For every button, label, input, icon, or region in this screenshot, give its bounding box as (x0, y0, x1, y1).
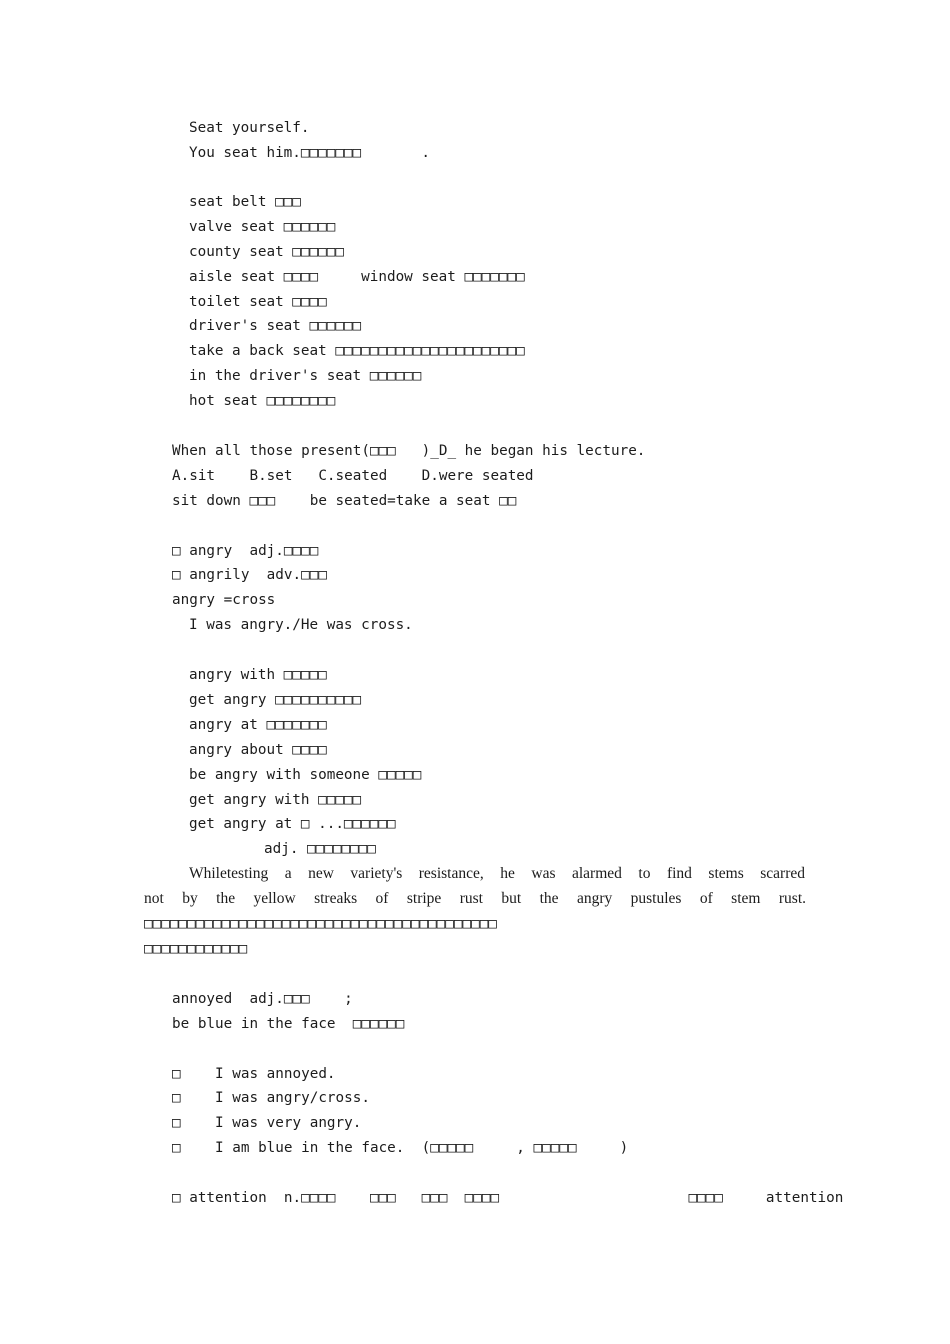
text-line: in the driver's seat □□□□□□ (189, 368, 422, 384)
text-line: □ I was annoyed. (172, 1066, 336, 1082)
text-line: adj. □□□□□□□□ (264, 841, 376, 857)
text-line: valve seat □□□□□□ (189, 219, 336, 235)
text-line: get angry with □□□□□ (189, 792, 362, 808)
text-line: □ angrily adv.□□□ (172, 567, 327, 583)
paragraph-line: not by the yellow streaks of stripe rust but the angry pustules of stem rust. (144, 890, 806, 907)
text-line: Seat yourself. (189, 120, 310, 136)
text-line: sit down □□□ be seated=take a seat □□ (172, 493, 517, 509)
text-line: □ attention n.□□□□ □□□ □□□ □□□□ □□□□ attention (172, 1190, 844, 1206)
text-line: □ angry adj.□□□□ (172, 543, 319, 559)
paragraph-line: Whiletesting a new variety's resistance, he was alarmed to find stems scarred (189, 865, 805, 882)
text-line: driver's seat □□□□□□ (189, 318, 362, 334)
text-line: county seat □□□□□□ (189, 244, 344, 260)
text-line: □ I am blue in the face. (□□□□□ , □□□□□ ) (172, 1140, 629, 1156)
text-line: toilet seat □□□□ (189, 294, 327, 310)
text-line: hot seat □□□□□□□□ (189, 393, 336, 409)
text-line: I was angry./He was cross. (189, 617, 413, 633)
text-line: □ I was very angry. (172, 1115, 362, 1131)
text-line: seat belt □□□ (189, 194, 301, 210)
text-line: angry at □□□□□□□ (189, 717, 327, 733)
text-line: aisle seat □□□□ window seat □□□□□□□ (189, 269, 525, 285)
text-line: When all those present(□□□ )_D_ he began his lecture. (172, 443, 646, 459)
text-line: take a back seat □□□□□□□□□□□□□□□□□□□□□□ (189, 343, 525, 359)
text-line: □□□□□□□□□□□□□□□□□□□□□□□□□□□□□□□□□□□□□□□□□ (144, 916, 497, 932)
text-line: □ I was angry/cross. (172, 1090, 370, 1106)
text-line: angry about □□□□ (189, 742, 327, 758)
text-line: angry =cross (172, 592, 276, 608)
text-line: You seat him.□□□□□□□ . (189, 145, 431, 161)
text-line: be angry with someone □□□□□ (189, 767, 422, 783)
text-line: □□□□□□□□□□□□ (144, 941, 248, 957)
text-line: get angry at □ ...□□□□□□ (189, 816, 396, 832)
text-line: A.sit B.set C.seated D.were seated (172, 468, 534, 484)
text-line: get angry □□□□□□□□□□ (189, 692, 362, 708)
text-line: annoyed adj.□□□ ; (172, 991, 353, 1007)
text-line: angry with □□□□□ (189, 667, 327, 683)
text-line: be blue in the face □□□□□□ (172, 1016, 405, 1032)
